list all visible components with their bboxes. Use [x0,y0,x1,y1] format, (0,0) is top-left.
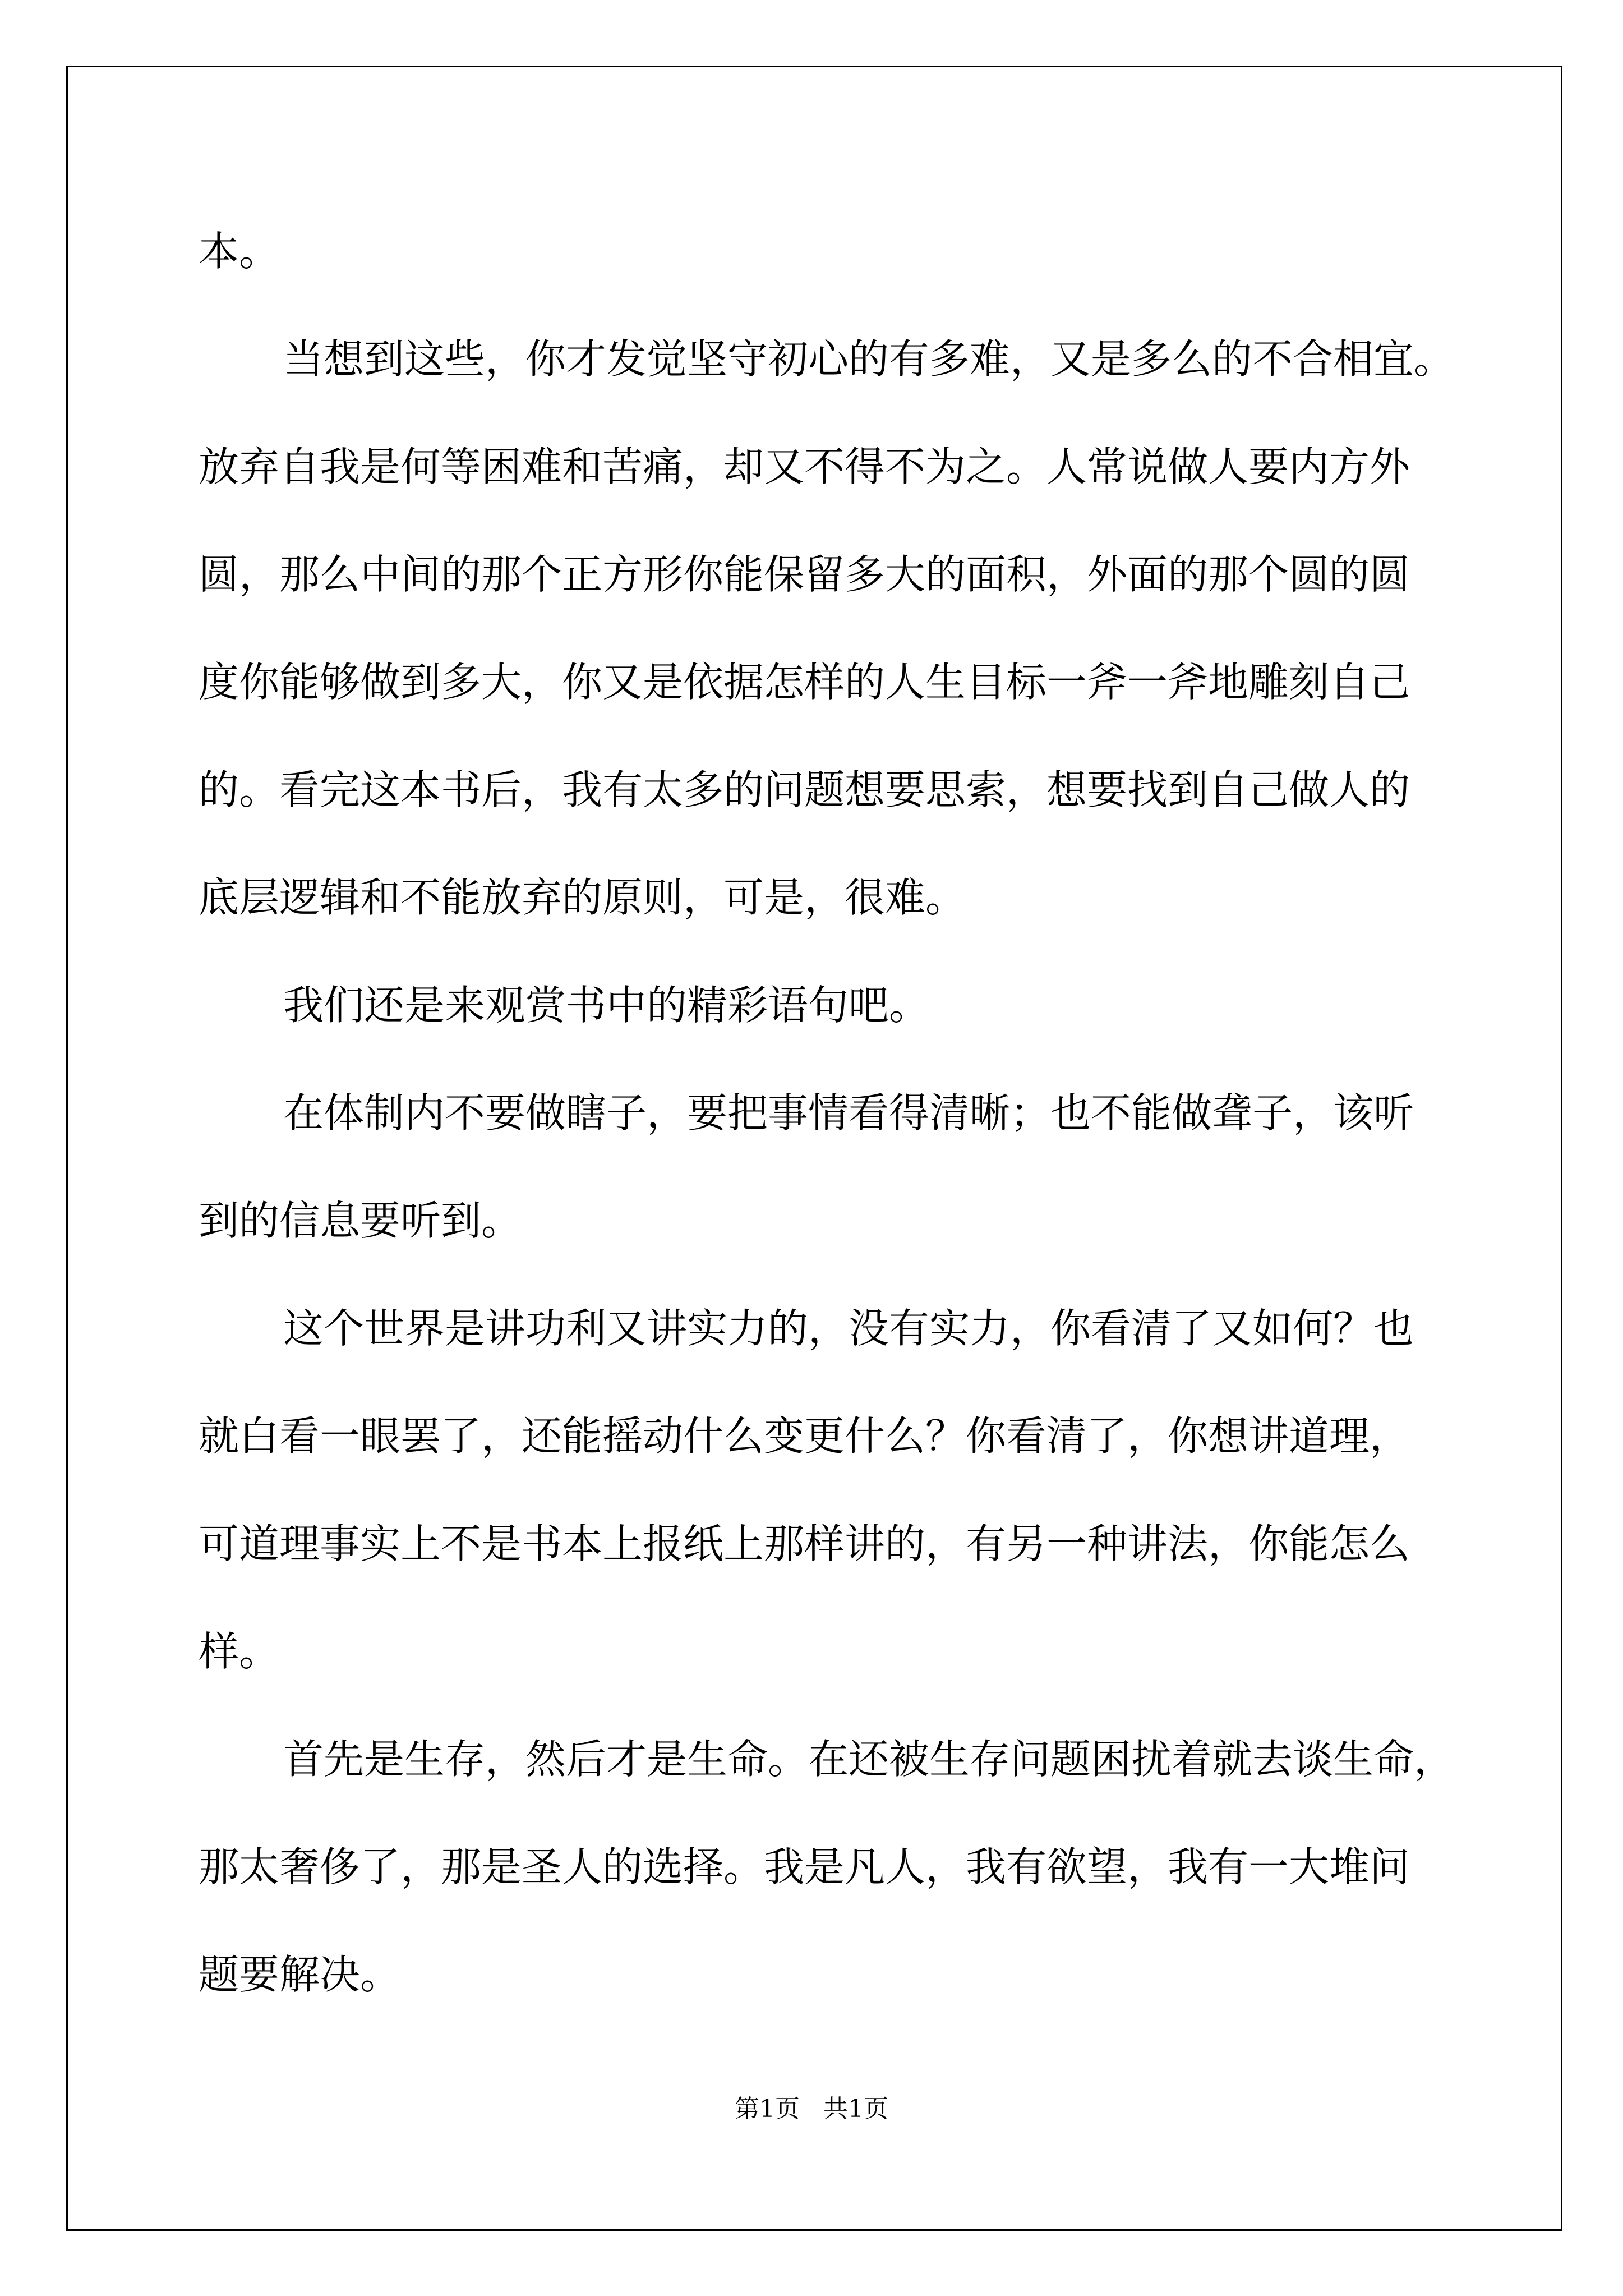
paragraph-start-line: 这个世界是讲功利又讲实力的，没有实力，你看清了又如何？也 [283,1305,1414,1352]
text-line: 到的信息要听到。 [199,1197,522,1244]
text-line: 底层逻辑和不能放弃的原则，可是，很难。 [199,874,966,921]
text-line: 圆，那么中间的那个正方形你能保留多大的面积，外面的那个圆的圆 [199,551,1410,598]
text-line: 样。 [199,1628,280,1675]
text-line: 那太奢侈了，那是圣人的选择。我是凡人，我有欲望，我有一大堆问 [199,1843,1410,1890]
text-line: 本。 [199,228,280,275]
text-line: 放弃自我是何等困难和苦痛，却又不得不为之。人常说做人要内方外 [199,443,1410,490]
text-line: 的。看完这本书后，我有太多的问题想要思索，想要找到自己做人的 [199,766,1410,813]
text-line: 可道理事实上不是书本上报纸上那样讲的，有另一种讲法，你能怎么 [199,1520,1410,1567]
page-frame [66,66,1562,2231]
text-line: 度你能够做到多大，你又是依据怎样的人生目标一斧一斧地雕刻自己 [199,659,1410,706]
paragraph-start-line: 我们还是来观赏书中的精彩语句吧。 [283,982,930,1029]
paragraph-start-line: 在体制内不要做瞎子，要把事情看得清晰；也不能做聋子，该听 [283,1089,1414,1137]
page-number-footer: 第1页 共1页 [735,2095,888,2123]
text-line: 题要解决。 [199,1951,401,1998]
paragraph-start-line: 当想到这些，你才发觉坚守初心的有多难，又是多么的不合相宜。 [283,335,1455,383]
paragraph-start-line: 首先是生存，然后才是生命。在还被生存问题困扰着就去谈生命， [283,1736,1455,1783]
text-line: 就白看一眼罢了，还能摇动什么变更什么？你看清了，你想讲道理， [199,1412,1410,1460]
